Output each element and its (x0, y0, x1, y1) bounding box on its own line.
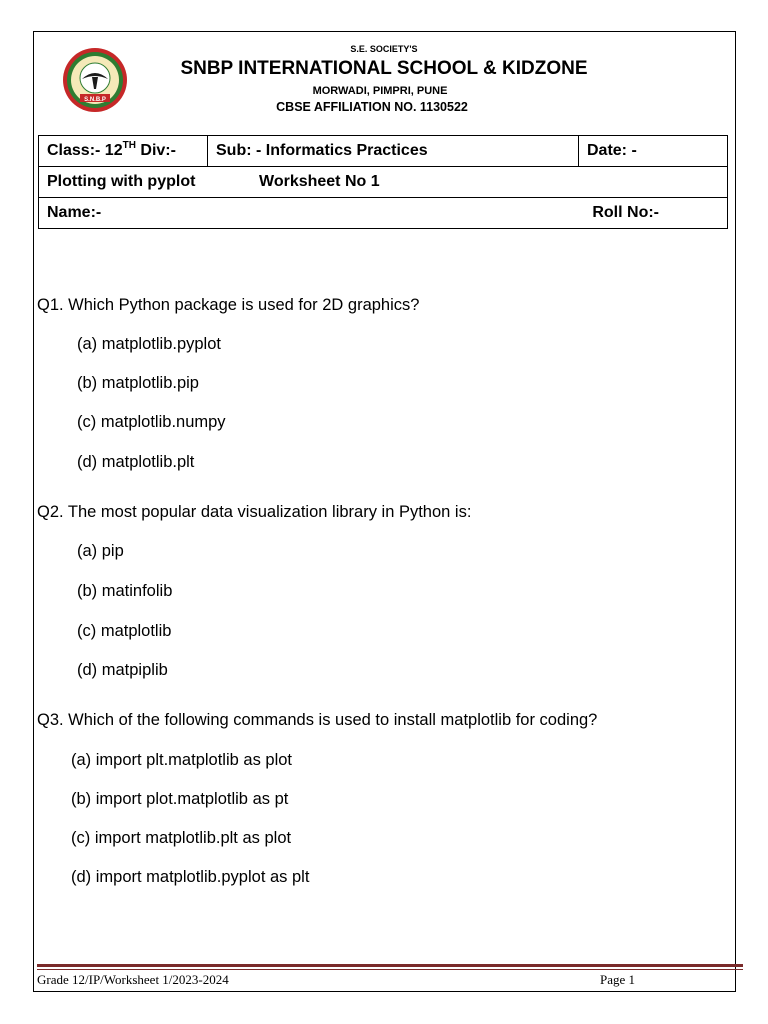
q2-option-d: (d) matpiplib (77, 661, 168, 679)
logo-text: S.N.B.P (84, 97, 106, 103)
society-name: S.E. SOCIETY'S (350, 44, 418, 54)
q1-option-a: (a) matplotlib.pyplot (77, 335, 221, 353)
name-row (39, 198, 728, 229)
school-address: MORWADI, PIMPRI, PUNE (312, 85, 448, 97)
date-cell: Date: - (579, 136, 728, 167)
footer-page-number: Page 1 (600, 972, 636, 987)
info-table (38, 135, 728, 229)
footer-rule (37, 964, 743, 967)
question-1: Q1. Which Python package is used for 2D graphics? (37, 296, 420, 314)
q1-option-d: (d) matplotlib.plt (77, 453, 195, 471)
q2-option-c: (c) matplotlib (77, 622, 172, 640)
footer-rule-thin (37, 969, 743, 970)
q1-option-c: (c) matplotlib.numpy (77, 413, 226, 431)
class-label: Class:- 12 (47, 142, 123, 159)
q3-option-a: (a) import plt.matplotlib as plot (71, 751, 293, 769)
topic-row (39, 167, 728, 198)
roll-field[interactable]: Roll No:- (592, 204, 659, 221)
affiliation-number: CBSE AFFILIATION NO. 1130522 (276, 100, 468, 114)
q3-option-d: (d) import matplotlib.pyplot as plt (71, 868, 310, 886)
worksheet-number: Worksheet No 1 (259, 173, 380, 190)
q2-option-b: (b) matinfolib (77, 582, 173, 600)
name-field[interactable]: Name:- (47, 204, 102, 221)
class-suffix: TH (122, 140, 136, 151)
q1-option-b: (b) matplotlib.pip (77, 374, 199, 392)
div-label: Div:- (135, 142, 176, 159)
question-3: Q3. Which of the following commands is used to install matplotlib for coding? (37, 711, 598, 729)
q2-option-a: (a) pip (77, 542, 124, 560)
q3-option-b: (b) import plot.matplotlib as pt (71, 790, 289, 808)
subject-cell: Sub: - Informatics Practices (208, 136, 579, 167)
topic-label: Plotting with pyplot (47, 173, 196, 190)
footer-worksheet-id: Grade 12/IP/Worksheet 1/2023-2024 (37, 972, 229, 987)
q3-option-c: (c) import matplotlib.plt as plot (71, 829, 292, 847)
school-name: SNBP INTERNATIONAL SCHOOL & KIDZONE (180, 58, 588, 79)
class-cell (39, 136, 208, 167)
question-2: Q2. The most popular data visualization library in Python is: (37, 503, 472, 521)
